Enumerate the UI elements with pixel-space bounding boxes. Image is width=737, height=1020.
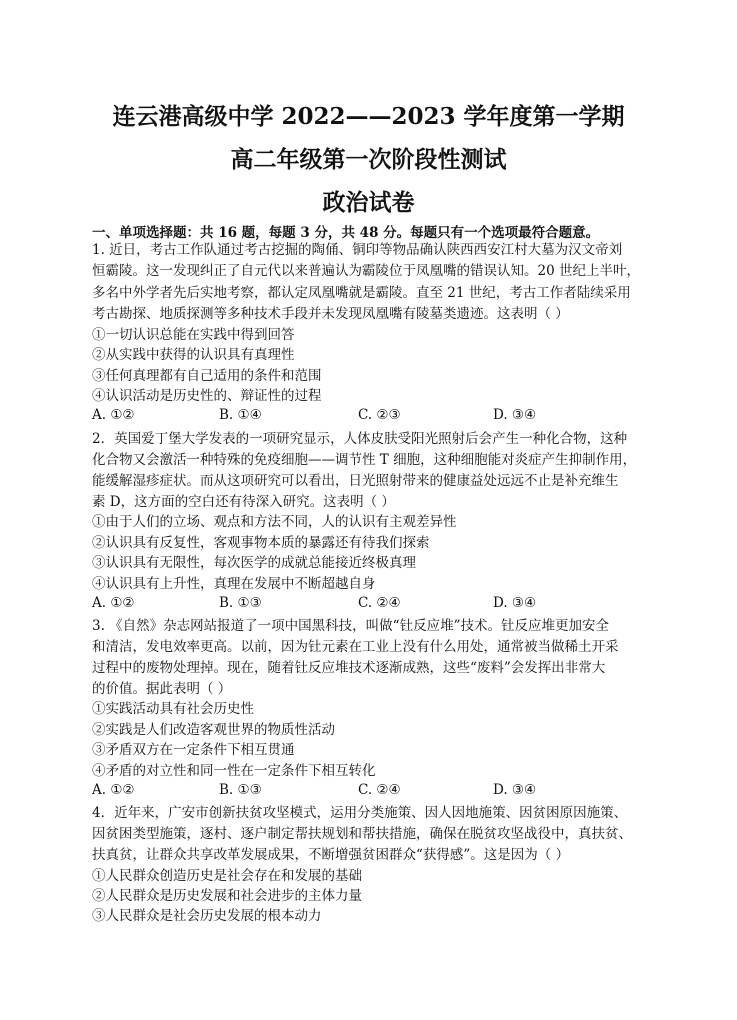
question-2-option-c: C. ②④	[358, 595, 401, 611]
question-3-stem-line: 的价值。据此表明（ ）	[92, 681, 232, 697]
question-4-item: ②人民群众是历史发展和社会进步的主体力量	[92, 888, 362, 904]
question-1-item: ③任何真理都有自己适用的条件和范围	[92, 368, 322, 384]
question-4-item: ①人民群众创造历史是社会存在和发展的基础	[92, 868, 362, 884]
question-4-item: ③人民群众是社会历史发展的根本动力	[92, 908, 322, 924]
section-heading: 一、单项选择题：共 16 题，每题 3 分，共 48 分。每题只有一个选项最符合题意。	[92, 225, 600, 241]
question-1-item: ①一切认识总能在实践中得到回答	[92, 327, 295, 343]
question-1-option-c: C. ②③	[358, 407, 401, 423]
question-4-stem-line: 4．近年来，广安市创新扶贫攻坚模式，运用分类施策、因人因地施策、因贫困原因施策、	[92, 805, 628, 821]
question-4-stem-line: 扶真贫，让群众共享改革发展成果，不断增强贫困群众“获得感”。这是因为（ ）	[92, 847, 570, 863]
question-1-option-b: B. ①④	[219, 407, 262, 423]
question-3-item: ②实践是人们改造客观世界的物质性活动	[92, 722, 335, 738]
question-1-stem-line: 1. 近日，考古工作队通过考古挖掘的陶俑、铜印等物品确认陕西西安江村大墓为汉文帝刘	[92, 242, 623, 258]
question-3-item: ④矛盾的对立性和同一性在一定条件下相互转化	[92, 763, 376, 779]
subject-title: 政治试卷	[322, 189, 415, 216]
question-2-stem-line: 2．英国爱丁堡大学发表的一项研究显示，人体皮肤受阳光照射后会产生一种化合物，这种	[92, 431, 628, 447]
question-1-stem-line: 多名中外学者先后实地考察，都认定凤凰嘴就是霸陵。直至 21 世纪，考古工作者陆续采用	[92, 285, 631, 301]
question-2-item: ③认识具有无限性，每次医学的成就总能接近终极真理	[92, 555, 416, 571]
question-1-stem-line: 考古勘探、地质探测等多种技术手段并未发现凤凰嘴有陵墓类遗迹。这表明（ ）	[92, 306, 569, 322]
question-3-option-d: D. ③④	[493, 782, 537, 798]
question-1-stem-line: 恒霸陵。这一发现纠正了自元代以来普遍认为霸陵位于凤凰嘴的错误认知。20 世纪上半叶，	[92, 263, 640, 279]
question-1-option-a: A. ①②	[92, 407, 135, 423]
question-2-stem-line: 能缓解湿疹症状。而从这项研究可以看出，日光照射带来的健康益处远远不止是补充维生	[92, 473, 619, 489]
question-2-option-b: B. ①③	[219, 595, 262, 611]
question-2-item: ②认识具有反复性，客观事物本质的暴露还有待我们探索	[92, 535, 430, 551]
question-1-item: ④认识活动是历史性的、辩证性的过程	[92, 388, 322, 404]
question-3-item: ①实践活动具有社会历史性	[92, 701, 254, 717]
question-2-item: ①由于人们的立场、观点和方法不同，人的认识有主观差异性	[92, 514, 457, 530]
question-1-option-d: D. ③④	[493, 407, 537, 423]
question-3-stem-line: 和清洁，发电效率更高。以前，因为钍元素在工业上没有什么用处，通常被当做稀土开采	[92, 639, 619, 655]
question-3-option-c: C. ②④	[358, 782, 401, 798]
question-1-item: ②从实践中获得的认识具有真理性	[92, 347, 295, 363]
question-3-stem-line: 3. 《自然》杂志网站报道了一项中国黑科技，叫做“钍反应堆”技术。钍反应堆更加安全	[92, 618, 609, 634]
question-2-option-d: D. ③④	[493, 595, 537, 611]
question-2-option-a: A. ①②	[92, 595, 135, 611]
question-4-stem-line: 因贫困类型施策，逐村、逐户制定帮扶规划和帮扶措施，确保在脱贫攻坚战役中，真扶贫、	[92, 826, 632, 842]
question-2-stem-line: 素 D，这方面的空白还有待深入研究。这表明（ ）	[92, 494, 395, 510]
question-3-option-b: B. ①③	[219, 782, 262, 798]
question-2-item: ④认识具有上升性，真理在发展中不断超越自身	[92, 576, 376, 592]
question-2-stem-line: 化合物又会激活一种特殊的免疫细胞——调节性 T 细胞，这种细胞能对炎症产生抑制作用，	[92, 452, 637, 468]
school-term-title: 连云港高级中学 2022——2023 学年度第一学期	[112, 103, 625, 130]
question-3-item: ③矛盾双方在一定条件下相互贯通	[92, 742, 295, 758]
exam-grade-title: 高二年级第一次阶段性测试	[230, 146, 507, 173]
question-3-option-a: A. ①②	[92, 782, 135, 798]
question-3-stem-line: 过程中的废物处理掉。现在，随着钍反应堆技术逐渐成熟，这些“废料”会发挥出非常大	[92, 660, 606, 676]
